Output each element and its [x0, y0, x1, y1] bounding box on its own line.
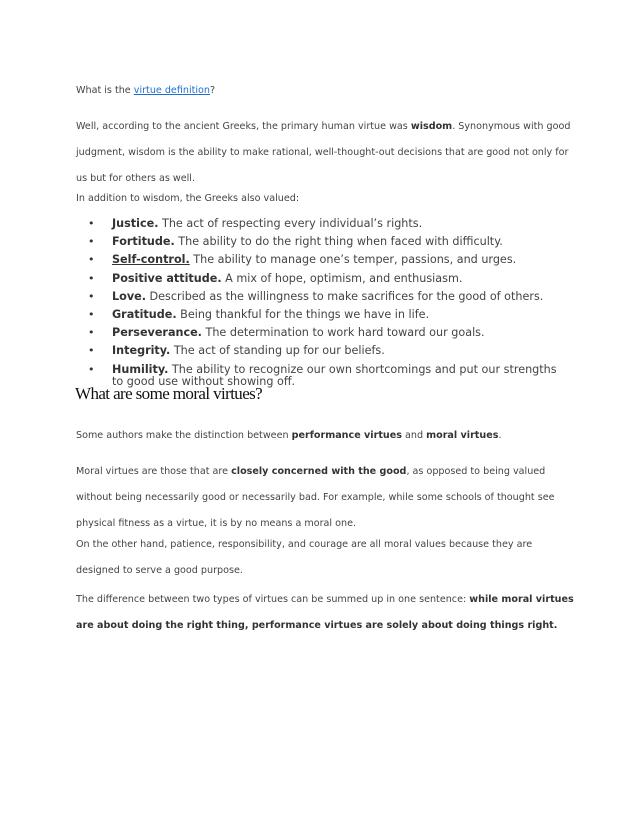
wisdom-text-a: Well, according to the ancient Greeks, the primary human virtue was	[76, 121, 411, 132]
virtue-description: The ability to recognize our own shortcomings and put our strengths to good use without showing off.	[112, 362, 557, 388]
list-item	[88, 309, 568, 327]
virtue-description: Being thankful for the things we have in life.	[176, 307, 430, 321]
virtue-description: The determination to work hard toward our goals.	[201, 326, 485, 340]
list-item	[88, 218, 568, 236]
moral-text-b: , as opposed to being valued without being necessarily good or necessarily bad. For example, while some schools of thought see physical fitness as a virtue, it is by no means a moral one.	[76, 466, 555, 529]
virtue-term: Perseverance.	[112, 326, 202, 340]
wisdom-term: wisdom	[410, 121, 453, 132]
distinction-text-b: and	[401, 430, 427, 441]
bullet-icon: •	[88, 271, 95, 285]
virtue-description: A mix of hope, optimism, and enthusiasm.	[221, 271, 463, 285]
virtue-term: Positive attitude.	[112, 271, 222, 285]
virtue-description: The act of respecting every individual’s rights.	[158, 217, 423, 230]
bullet-icon: •	[88, 289, 95, 303]
section-heading: What are some moral virtues?	[75, 384, 263, 403]
list-item	[88, 291, 568, 309]
virtue-definition-link[interactable]: virtue definition	[133, 85, 211, 96]
list-item	[88, 254, 568, 272]
virtues-list	[88, 218, 568, 389]
bullet-icon: •	[88, 307, 95, 321]
virtue-description: Described as the willingness to make sacrifices for the good of others.	[145, 289, 544, 303]
moral-text-a: Moral virtues are those that are	[76, 466, 232, 477]
other-hand-text: On the other hand, patience, responsibility, and courage are all moral values because they are designed to serve a good purpose.	[76, 539, 533, 576]
virtue-term: Humility.	[112, 362, 169, 376]
closely-concerned-term: closely concerned with the good	[231, 466, 407, 477]
virtue-description: The ability to do the right thing when faced with difficulty.	[174, 235, 503, 249]
moral-virtues-term: moral virtues	[426, 430, 499, 441]
bullet-icon: •	[88, 217, 95, 230]
virtue-term: Integrity.	[112, 344, 171, 358]
difference-paragraph	[76, 587, 576, 639]
list-item	[88, 236, 568, 254]
distinction-paragraph	[76, 423, 576, 449]
bullet-icon: •	[88, 344, 95, 358]
virtue-description: The act of standing up for our beliefs.	[170, 344, 385, 358]
difference-summary: while moral virtues are about doing the right thing, performance virtues are solely about doing things right.	[76, 594, 574, 631]
greeks-valued-text: In addition to wisdom, the Greeks also valued:	[76, 193, 300, 204]
other-hand-paragraph	[76, 532, 576, 584]
bullet-icon: •	[88, 326, 95, 340]
bullet-icon: •	[88, 253, 95, 267]
list-item	[88, 327, 568, 345]
bullet-icon: •	[88, 235, 95, 249]
difference-text: The difference between two types of virtues can be summed up in one sentence:	[76, 594, 470, 605]
wisdom-paragraph	[76, 114, 576, 192]
bullet-icon: •	[88, 362, 95, 376]
virtue-term: Love.	[112, 289, 146, 303]
greeks-valued-paragraph	[76, 186, 576, 212]
virtue-term: Fortitude.	[112, 235, 175, 249]
list-item	[88, 345, 568, 363]
list-item	[88, 273, 568, 291]
virtue-term: Self-control.	[112, 253, 190, 267]
wisdom-text-b: . Synonymous with good judgment, wisdom is the ability to make rational, well-thought-out decisions that are good not only for us but for others as well.	[76, 121, 571, 184]
virtue-term: Justice.	[112, 217, 159, 230]
intro-question-mark: ?	[210, 85, 216, 96]
virtue-description: The ability to manage one’s temper, passions, and urges.	[189, 253, 517, 267]
distinction-text-a: Some authors make the distinction between	[76, 430, 292, 441]
distinction-text-c: .	[498, 430, 502, 441]
performance-virtues-term: performance virtues	[291, 430, 402, 441]
intro-paragraph	[76, 78, 576, 104]
moral-virtues-paragraph	[76, 459, 576, 537]
intro-text: What is the	[76, 85, 134, 96]
virtue-term: Gratitude.	[112, 307, 177, 321]
